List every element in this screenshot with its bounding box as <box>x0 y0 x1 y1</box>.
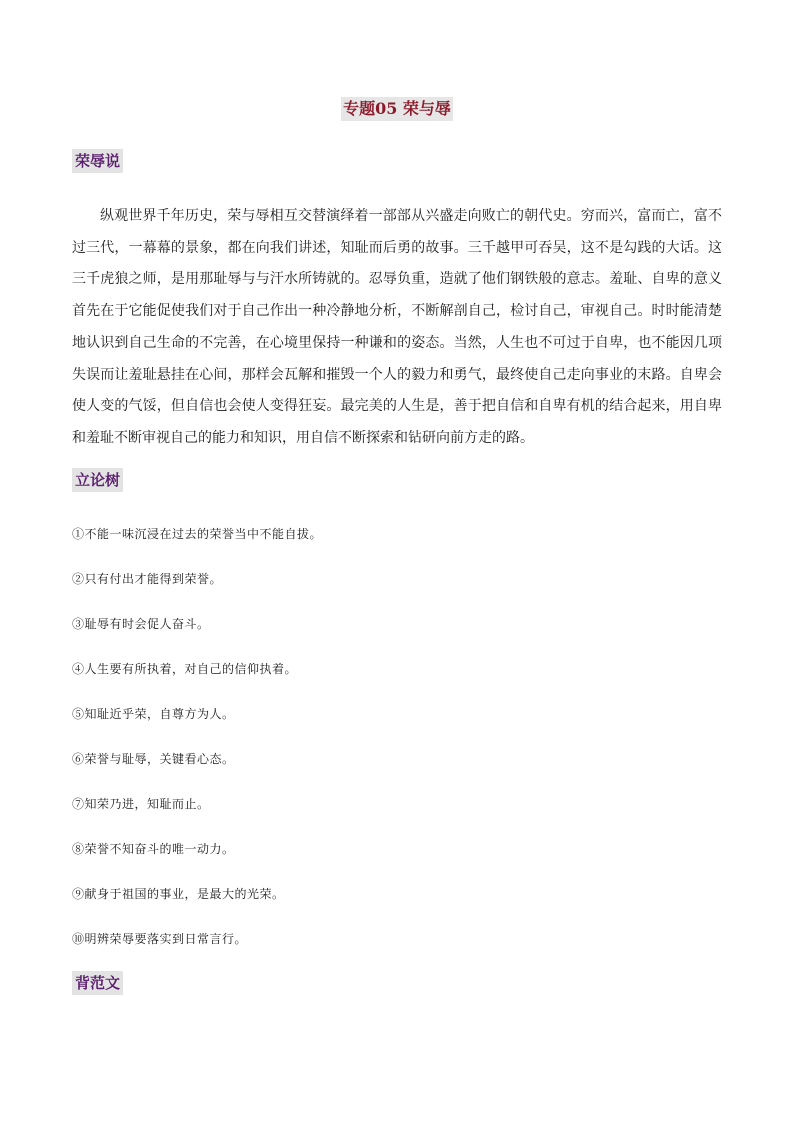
argument-item: ①不能一味沉浸在过去的荣誉当中不能自拔。 <box>72 527 323 541</box>
intro-paragraph: 纵观世界千年历史，荣与辱相互交替演绎着一部部从兴盛走向败亡的朝代史。穷而兴，富而亡，富不过三代，一幕幕的景象，都在向我们讲述，知耻而后勇的故事。三千越甲可吞吴，这不是勾践的大话。这三千虎狼之师，是用那耻辱与与汗水所铸就的。忍辱负重，造就了他们钢铁般的意志。羞耻、自卑的意义首先在于它能促使我们对于自己作出一种冷静地分析，不断解剖自己，检讨自己，审视自己。时时能清楚地认识到自己生命的不完善，在心境里保持一种谦和的姿态。当然，人生也不可过于自卑，也不能因几项失误而让羞耻悬挂在心间，那样会瓦解和摧毁一个人的毅力和勇气，最终使自己走向事业的末路。自卑会使人变的气馁，但自信也会使人变得狂妄。最完美的人生是，善于把自信和自卑有机的结合起来，用自卑和羞耻不断审视自己的能力和知识，用自信不断探索和钻研向前方走的路。 <box>72 208 722 446</box>
argument-item: ⑤知耻近乎荣，自尊方为人。 <box>72 707 235 721</box>
argument-item: ③耻辱有时会促人奋斗。 <box>72 617 210 631</box>
argument-item: ⑦知荣乃进，知耻而止。 <box>72 797 210 811</box>
argument-item: ⑧荣誉不知奋斗的唯一动力。 <box>72 842 235 856</box>
page-title-text: 专题05 荣与辱 <box>341 97 453 121</box>
page-title <box>0 97 794 121</box>
argument-item: ④人生要有所执着，对自己的信仰执着。 <box>72 662 298 676</box>
argument-item: ⑩明辨荣辱要落实到日常言行。 <box>72 932 248 946</box>
section-heading-intro: 荣辱说 <box>72 149 123 173</box>
arguments-list <box>72 521 322 971</box>
argument-item: ②只有付出才能得到荣誉。 <box>72 572 223 586</box>
argument-item: ⑥荣誉与耻辱，关键看心态。 <box>72 752 235 766</box>
argument-item: ⑨献身于祖国的事业，是最大的光荣。 <box>72 887 285 901</box>
section-heading-arguments: 立论树 <box>72 468 123 492</box>
section-heading-examples: 背范文 <box>72 971 123 995</box>
